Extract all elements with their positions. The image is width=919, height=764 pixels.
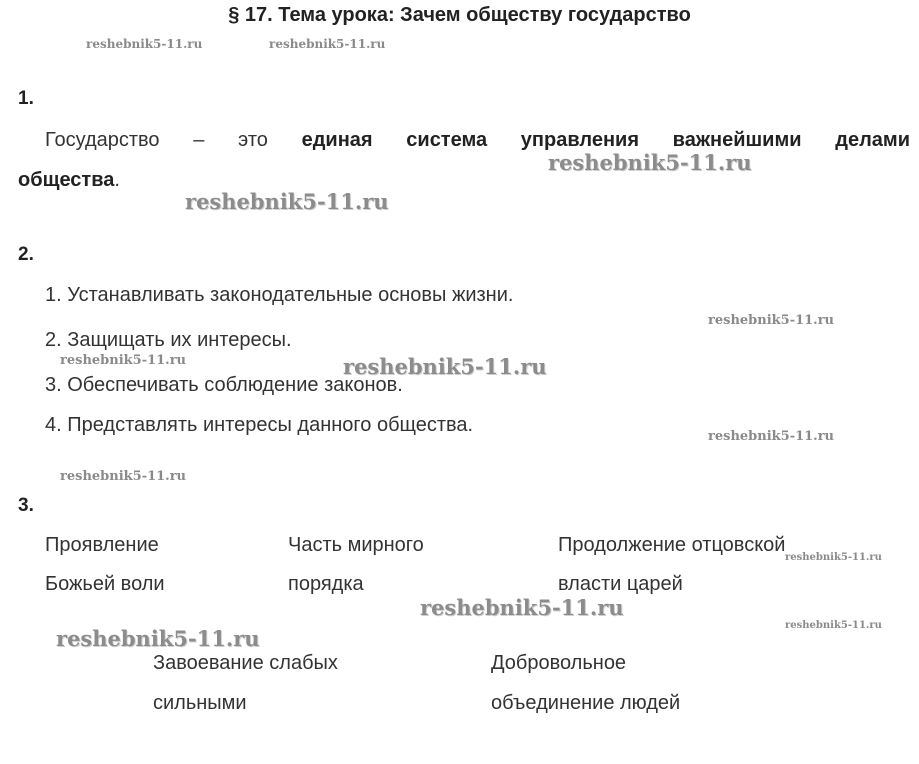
list-item: 2. Защищать их интересы. [45,329,292,351]
watermark: reshebnik5-11.ru [60,469,187,484]
list-item: 3. Обеспечивать соблюдение законов. [45,374,403,396]
watermark: reshebnik5-11.ru [420,595,624,620]
theory-label: Продолжение отцовской [558,534,786,556]
theory-label: Часть мирного [288,534,424,556]
theory-label: Божьей воли [45,573,165,595]
watermark: reshebnik5-11.ru [60,353,187,368]
theory-label: власти царей [558,573,683,595]
theory-label: объединение людей [491,692,681,714]
watermark: reshebnik5-11.ru [185,189,389,214]
definition-paragraph [18,120,910,200]
watermark: reshebnik5-11.ru [708,313,835,328]
section-number: 2. [18,244,34,265]
watermark: reshebnik5-11.ru [56,626,260,651]
theory-label: сильными [153,692,247,714]
watermark: reshebnik5-11.ru [343,354,547,379]
definition-start: Государство – это [45,129,268,151]
watermark: reshebnik5-11.ru [86,37,203,51]
definition-end: . [114,169,120,191]
list-item: 1. Устанавливать законодательные основы жизни. [45,284,514,306]
page-title: § 17. Тема урока: Зачем обществу государство [228,4,691,26]
definition-line-1 [18,120,910,160]
definition-bold-continued: общества [18,169,115,191]
section-number: 1. [18,88,34,109]
theory-label: Проявление [45,534,159,556]
watermark: reshebnik5-11.ru [708,429,835,444]
watermark: reshebnik5-11.ru [548,150,752,175]
theory-label: Добровольное [491,652,627,674]
watermark: reshebnik5-11.ru [269,37,386,51]
theory-label: Завоевание слабых [153,652,338,674]
section-number: 3. [18,495,34,516]
watermark: reshebnik5-11.ru [785,620,882,631]
list-item: 4. Представлять интересы данного общества. [45,414,474,436]
watermark: reshebnik5-11.ru [785,552,882,563]
definition-bold: единая система управления важнейшими делами [301,129,910,151]
theory-label: порядка [288,573,364,595]
